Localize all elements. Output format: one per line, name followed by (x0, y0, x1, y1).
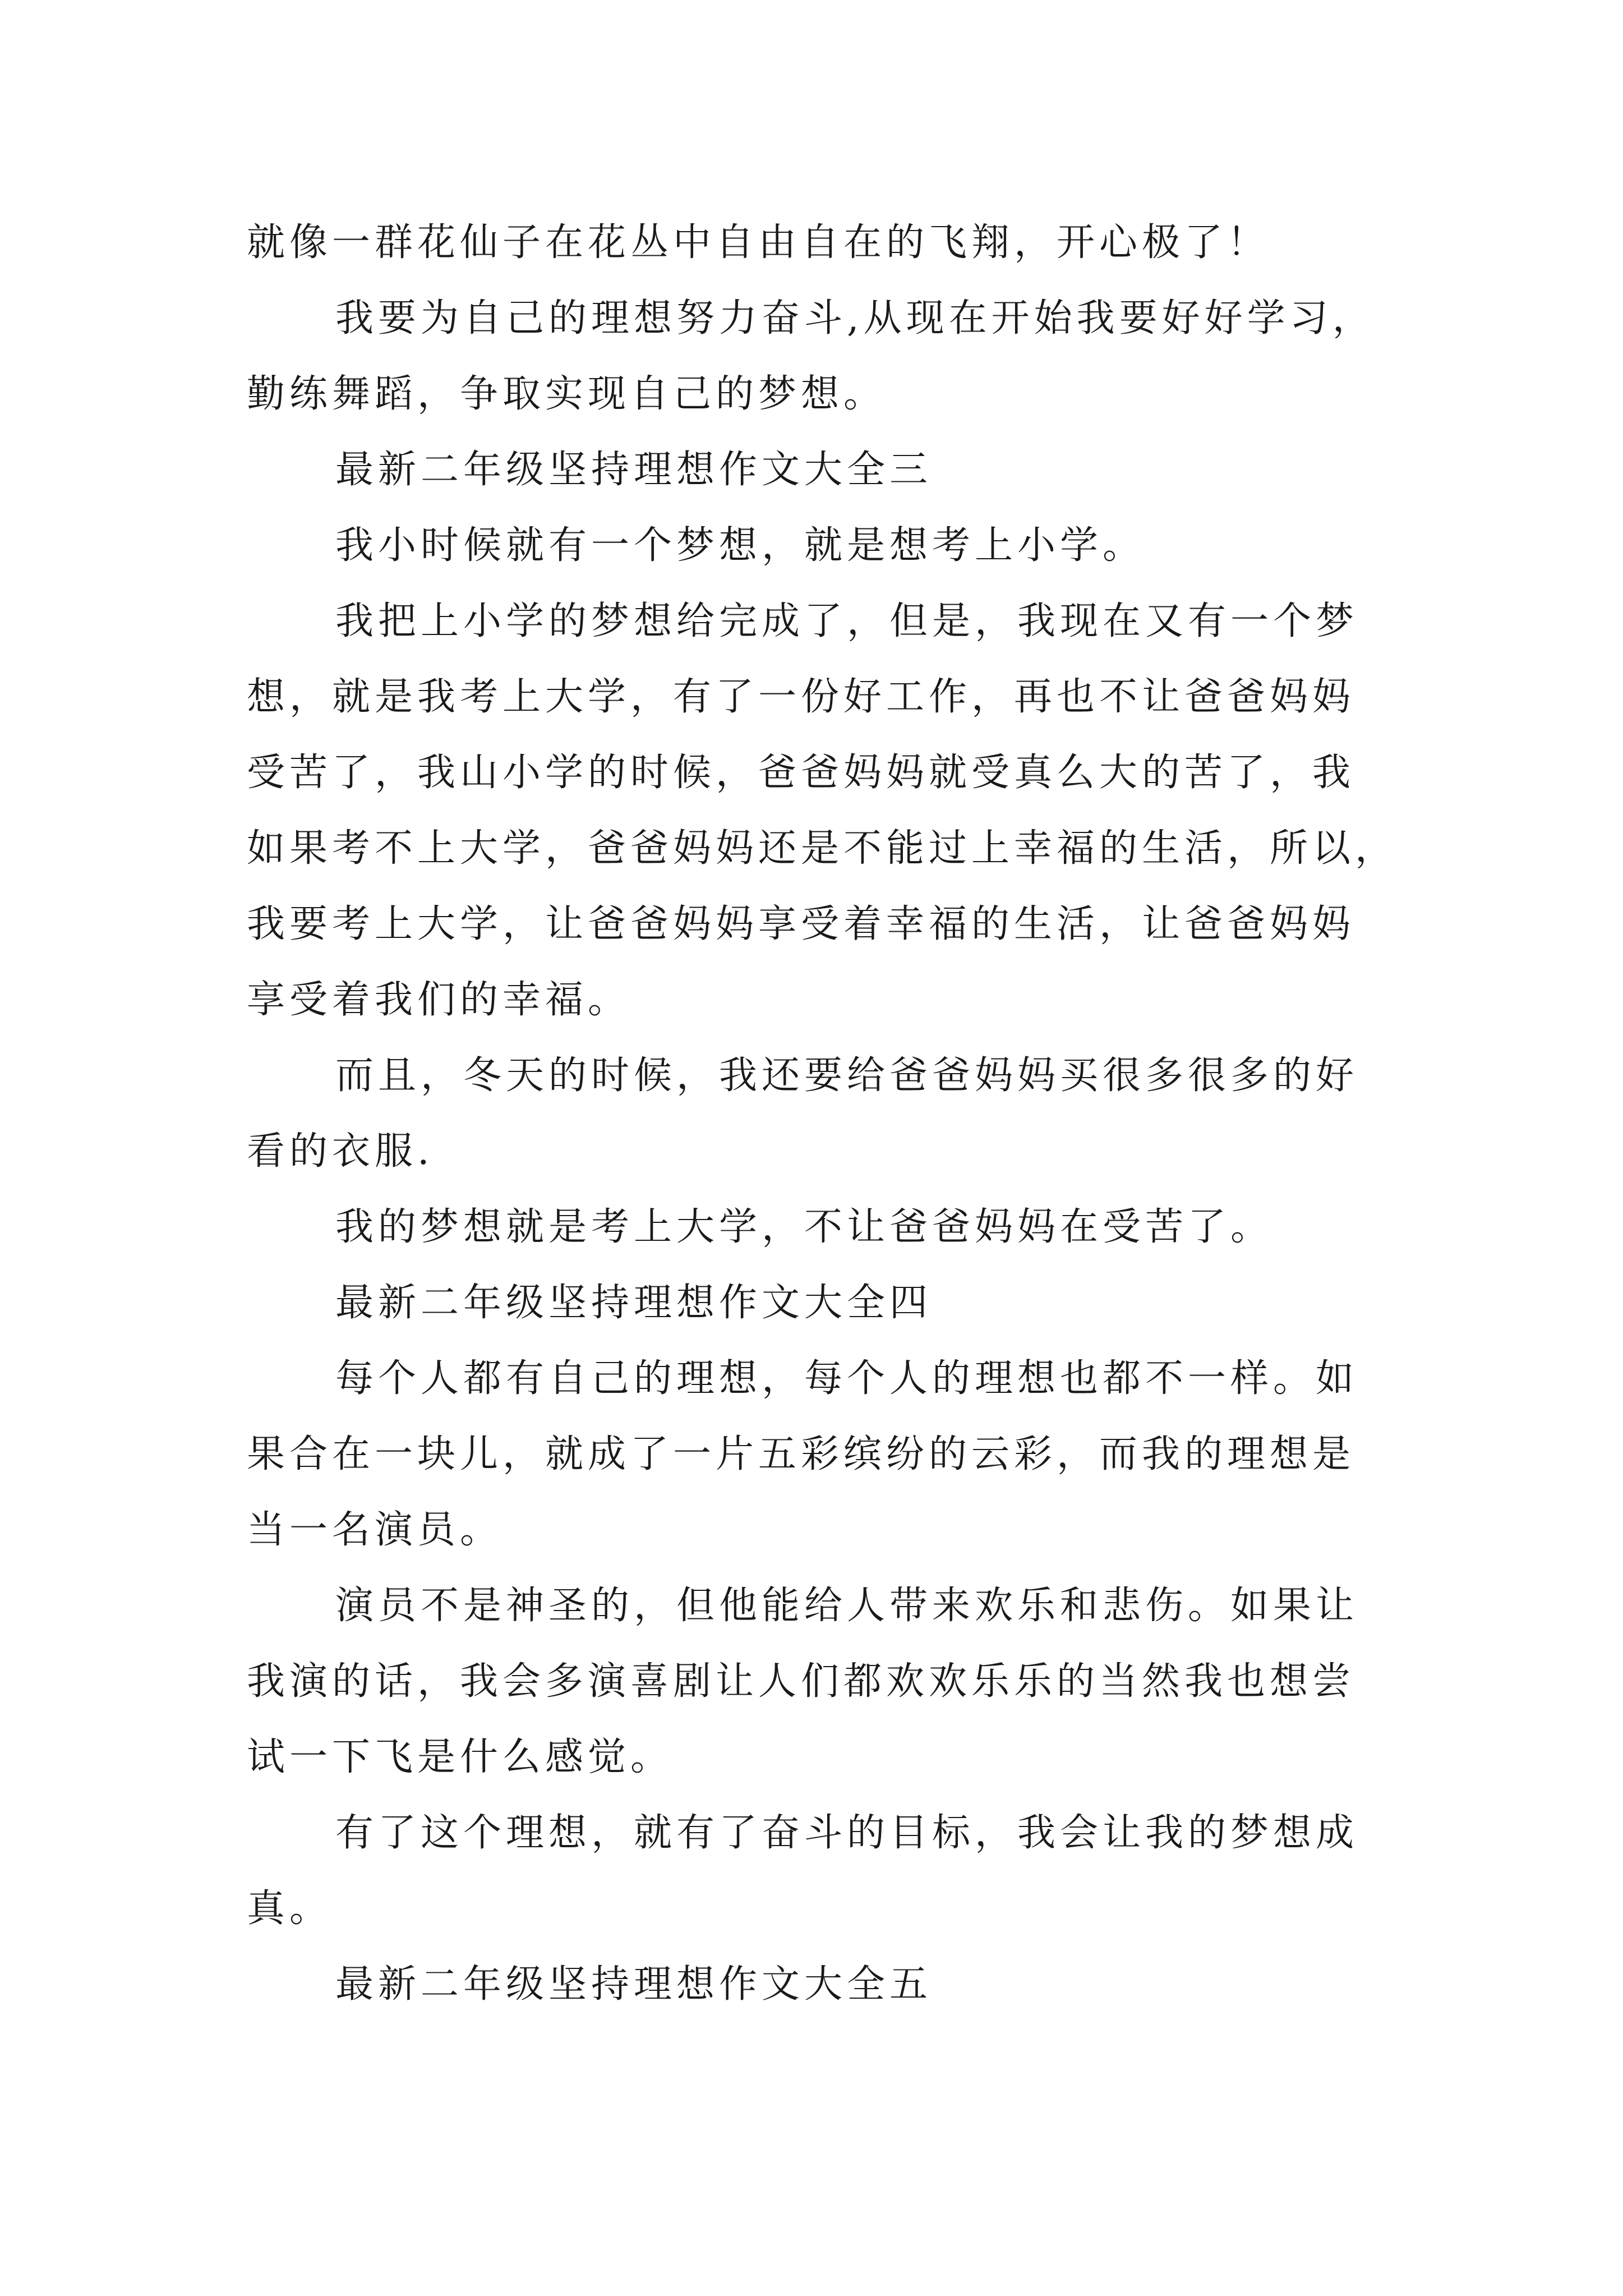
paragraph-first-line: 我把上小学的梦想给完成了，但是，我现在又有一个梦 (335, 599, 1359, 643)
text-line: 当一名演员。 (247, 1508, 503, 1552)
paragraph-first-line: 演员不是神圣的，但他能给人带来欢乐和悲伤。如果让 (335, 1584, 1359, 1628)
section-heading: 最新二年级坚持理想作文大全三 (335, 448, 933, 492)
text-line: 勤练舞蹈，争取实现自己的梦想。 (247, 372, 887, 416)
text-line: 我要考上大学，让爸爸妈妈享受着幸福的生活，让爸爸妈妈 (247, 902, 1355, 946)
section-heading: 最新二年级坚持理想作文大全四 (335, 1281, 933, 1325)
paragraph-first-line: 每个人都有自己的理想，每个人的理想也都不一样。如 (335, 1356, 1359, 1401)
paragraph-first-line: 我的梦想就是考上大学，不让爸爸妈妈在受苦了。 (335, 1205, 1274, 1249)
text-line: 享受着我们的幸福。 (247, 978, 631, 1022)
text-line: 真。 (247, 1887, 333, 1931)
paragraph-first-line: 而且，冬天的时候，我还要给爸爸妈妈买很多很多的好 (335, 1053, 1359, 1098)
text-line: 如果考不上大学，爸爸妈妈还是不能过上幸福的生活，所以， (247, 826, 1398, 871)
text-line: 受苦了，我山小学的时候，爸爸妈妈就受真么大的苦了，我 (247, 751, 1355, 795)
text-line: 试一下飞是什么感觉。 (247, 1735, 674, 1779)
text-line: 就像一群花仙子在花丛中自由自在的飞翔，开心极了！ (247, 220, 1270, 265)
paragraph-first-line: 我小时候就有一个梦想，就是想考上小学。 (335, 523, 1146, 568)
text-line: 看的衣服. (247, 1129, 434, 1174)
paragraph-first-line: 有了这个理想，就有了奋斗的目标，我会让我的梦想成 (335, 1811, 1359, 1855)
paragraph-first-line: 我要为自己的理想努力奋斗,从现在开始我要好好学习， (335, 296, 1375, 341)
section-heading: 最新二年级坚持理想作文大全五 (335, 1962, 933, 2007)
text-line: 想，就是我考上大学，有了一份好工作，再也不让爸爸妈妈 (247, 675, 1355, 719)
text-line: 我演的话，我会多演喜剧让人们都欢欢乐乐的当然我也想尝 (247, 1659, 1355, 1704)
text-line: 果合在一块儿，就成了一片五彩缤纷的云彩，而我的理想是 (247, 1432, 1355, 1476)
